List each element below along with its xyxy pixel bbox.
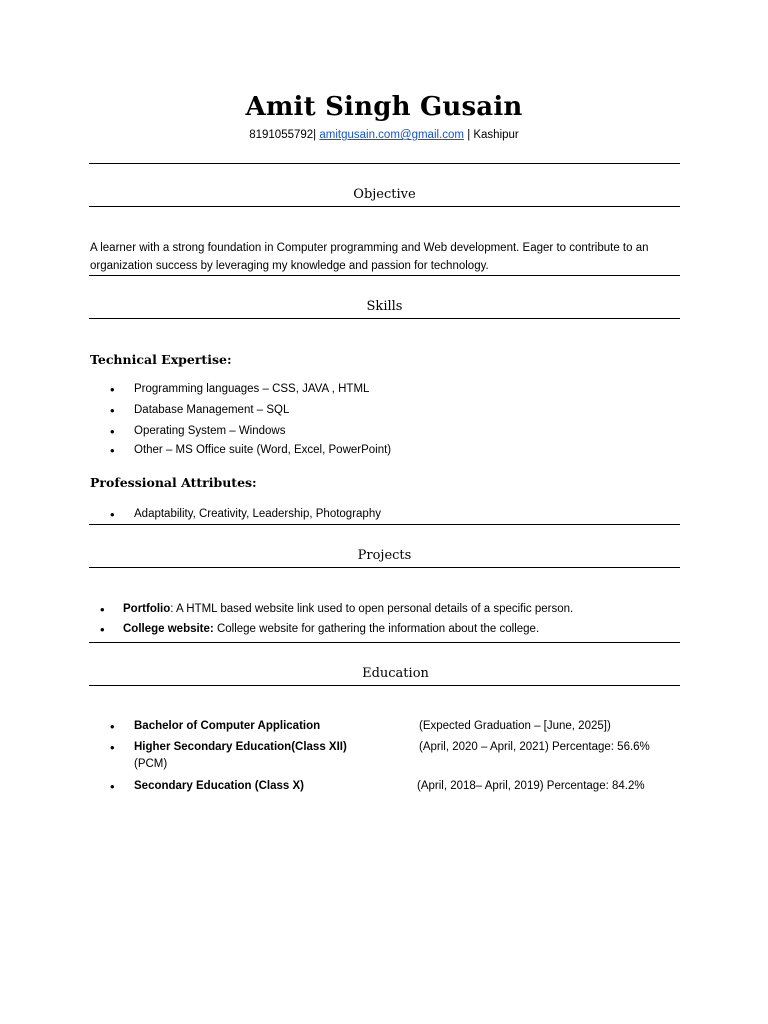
technical-skill: Programming languages – CSS, JAVA , HTML	[134, 383, 370, 395]
education-details: (April, 2018– April, 2019) Percentage: 84.2%	[417, 780, 645, 792]
candidate-name: Amit Singh Gusain	[245, 92, 523, 122]
education-stream: (PCM)	[134, 758, 168, 770]
section-title-education: Education	[362, 666, 429, 681]
section-title-skills: Skills	[366, 299, 403, 314]
contact-line	[0, 129, 768, 141]
phone-number: 8191055792|	[249, 129, 317, 141]
project-description: : A HTML based website link used to open personal details of a specific person.	[170, 603, 574, 615]
divider	[89, 275, 680, 276]
divider	[89, 567, 680, 568]
technical-expertise-heading: Technical Expertise:	[90, 352, 232, 367]
divider	[89, 524, 680, 525]
section-title-objective: Objective	[353, 187, 416, 202]
project-name: College website:	[123, 623, 214, 635]
professional-attributes-heading: Professional Attributes:	[90, 475, 257, 490]
technical-skill: Other – MS Office suite (Word, Excel, PowerPoint)	[134, 444, 392, 456]
bullet-icon: •	[100, 622, 105, 637]
education-details: (April, 2020 – April, 2021) Percentage: 56.6%	[419, 741, 650, 753]
bullet-icon: •	[110, 507, 115, 522]
bullet-icon: •	[110, 382, 115, 397]
divider	[89, 206, 680, 207]
location: | Kashipur	[467, 129, 519, 141]
bullet-icon: •	[100, 602, 105, 617]
section-title-projects: Projects	[357, 548, 412, 563]
education-details: (Expected Graduation – [June, 2025])	[419, 720, 611, 732]
bullet-icon: •	[110, 719, 115, 734]
divider	[89, 642, 680, 643]
divider	[89, 685, 680, 686]
objective-text	[90, 239, 680, 275]
project-description: College website for gathering the information about the college.	[213, 623, 540, 635]
bullet-icon: •	[110, 424, 115, 439]
bullet-icon: •	[110, 779, 115, 794]
technical-skill: Operating System – Windows	[134, 425, 286, 437]
email-link[interactable]: amitgusain.com@gmail.com	[319, 129, 464, 141]
education-degree: Higher Secondary Education(Class XII)	[134, 741, 347, 753]
bullet-icon: •	[110, 403, 115, 418]
education-degree: Secondary Education (Class X)	[134, 780, 304, 792]
objective-line: A learner with a strong foundation in Computer programming and Web development. Eager to contribute to an	[90, 242, 649, 254]
divider	[89, 163, 680, 164]
objective-line: organization success by leveraging my knowledge and passion for technology.	[90, 260, 489, 272]
professional-attribute: Adaptability, Creativity, Leadership, Photography	[134, 508, 381, 520]
bullet-icon: •	[110, 740, 115, 755]
project-entry	[123, 623, 539, 635]
technical-skill: Database Management – SQL	[134, 404, 290, 416]
bullet-icon: •	[110, 443, 115, 458]
education-degree: Bachelor of Computer Application	[134, 720, 321, 732]
project-entry	[123, 603, 573, 615]
project-name: Portfolio	[123, 603, 171, 615]
divider	[89, 318, 680, 319]
